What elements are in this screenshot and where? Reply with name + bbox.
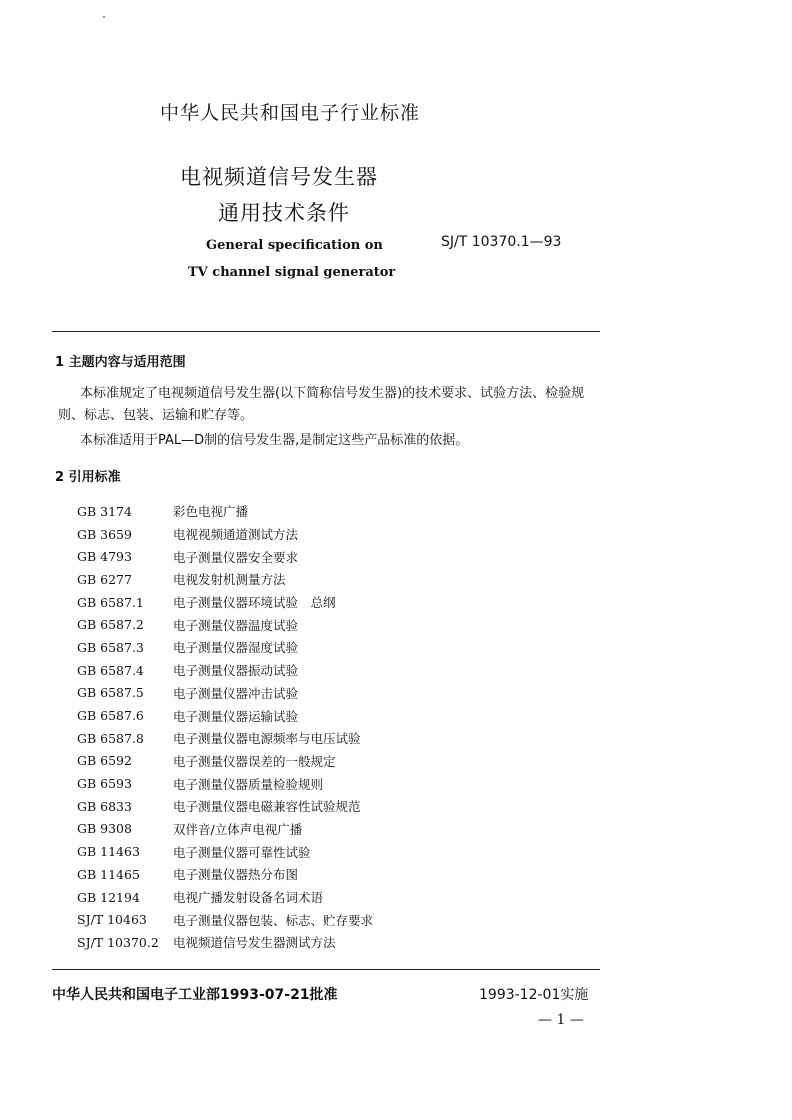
reference-title: 电子测量仪器振动试验 <box>173 663 299 679</box>
reference-code: GB 6277 <box>77 571 132 587</box>
reference-title: 电视频道信号发生器测试方法 <box>173 935 336 951</box>
reference-title: 电子测量仪器温度试验 <box>173 617 299 633</box>
list-item <box>77 750 597 773</box>
list-item <box>77 568 597 591</box>
reference-code: GB 6587.4 <box>77 662 144 678</box>
reference-code: GB 6587.1 <box>77 594 144 610</box>
reference-title: 电子测量仪器质量检验规则 <box>173 776 324 792</box>
list-item <box>77 840 597 863</box>
list-item <box>77 795 597 818</box>
reference-title: 电子测量仪器安全要求 <box>173 549 299 565</box>
issuing-authority-header: 中华人民共和国电子行业标准 <box>160 102 421 124</box>
reference-title: 电视视频通道测试方法 <box>173 527 299 543</box>
reference-code: GB 3174 <box>77 503 132 519</box>
list-item <box>77 908 597 931</box>
list-item <box>77 772 597 795</box>
reference-title: 双伴音/立体声电视广播 <box>173 821 303 837</box>
list-item <box>77 591 597 614</box>
list-item <box>77 818 597 841</box>
list-item <box>77 659 597 682</box>
standard-code: SJ/T 10370.1—93 <box>441 234 562 250</box>
english-title-line2: TV channel signal generator <box>188 265 396 280</box>
list-item <box>77 545 597 568</box>
list-item <box>77 613 597 636</box>
list-item <box>77 863 597 886</box>
reference-list <box>77 500 597 954</box>
reference-title: 电视广播发射设备名词术语 <box>173 890 324 906</box>
top-divider <box>52 331 600 332</box>
applicability-paragraph: 本标准适用于PAL—D制的信号发生器,是制定这些产品标准的依据。 <box>80 433 469 448</box>
list-item <box>77 523 597 546</box>
reference-title: 电子测量仪器电磁兼容性试验规范 <box>173 799 361 815</box>
reference-code: GB 6587.8 <box>77 730 144 746</box>
implementation-date: 1993-12-01实施 <box>479 987 589 1003</box>
list-item <box>77 886 597 909</box>
reference-code: GB 6587.3 <box>77 639 144 655</box>
reference-title: 电子测量仪器电源频率与电压试验 <box>173 731 361 747</box>
section-2-heading: 2 引用标准 <box>55 470 121 485</box>
reference-code: GB 9308 <box>77 821 132 837</box>
reference-code: GB 6587.2 <box>77 617 144 633</box>
footer-divider <box>52 969 600 970</box>
reference-code: GB 6587.5 <box>77 685 144 701</box>
reference-code: SJ/T 10463 <box>77 912 147 928</box>
approval-date: 中华人民共和国电子工业部1993-07-21批准 <box>52 987 338 1003</box>
reference-code: GB 4793 <box>77 549 132 565</box>
reference-title: 电子测量仪器运输试验 <box>173 708 299 724</box>
list-item <box>77 931 597 954</box>
reference-title: 电视发射机测量方法 <box>173 572 286 588</box>
chinese-title-line2: 通用技术条件 <box>218 201 350 225</box>
page-number: — 1 — <box>538 1012 584 1028</box>
reference-title: 电子测量仪器误差的一般规定 <box>173 753 336 769</box>
reference-code: GB 3659 <box>77 526 132 542</box>
list-item <box>77 682 597 705</box>
reference-title: 电子测量仪器包装、标志、贮存要求 <box>173 912 374 928</box>
list-item <box>77 727 597 750</box>
scope-paragraph: 本标准规定了电视频道信号发生器(以下简称信号发生器)的技术要求、试验方法、检验规则、标志、包装、运输和贮存等。 <box>58 386 585 423</box>
english-title-line1: General specification on <box>206 238 383 253</box>
reference-title: 电子测量仪器冲击试验 <box>173 685 299 701</box>
reference-title: 电子测量仪器热分布图 <box>173 867 299 883</box>
reference-code: GB 6833 <box>77 798 132 814</box>
reference-title: 电子测量仪器可靠性试验 <box>173 844 311 860</box>
reference-code: GB 11463 <box>77 844 140 860</box>
list-item <box>77 704 597 727</box>
section-1-heading: 1 主题内容与适用范围 <box>55 355 186 370</box>
list-item <box>77 636 597 659</box>
reference-code: GB 6592 <box>77 753 132 769</box>
reference-code: SJ/T 10370.2 <box>77 934 159 950</box>
reference-title: 彩色电视广播 <box>173 504 249 520</box>
reference-title: 电子测量仪器环境试验 总纲 <box>173 595 336 611</box>
reference-code: GB 6587.6 <box>77 708 144 724</box>
reference-code: GB 6593 <box>77 776 132 792</box>
reference-code: GB 12194 <box>77 889 140 905</box>
chinese-title-line1: 电视频道信号发生器 <box>180 165 378 189</box>
list-item <box>77 500 597 523</box>
reference-title: 电子测量仪器湿度试验 <box>173 640 299 656</box>
scan-speck <box>103 16 105 18</box>
reference-code: GB 11465 <box>77 866 140 882</box>
